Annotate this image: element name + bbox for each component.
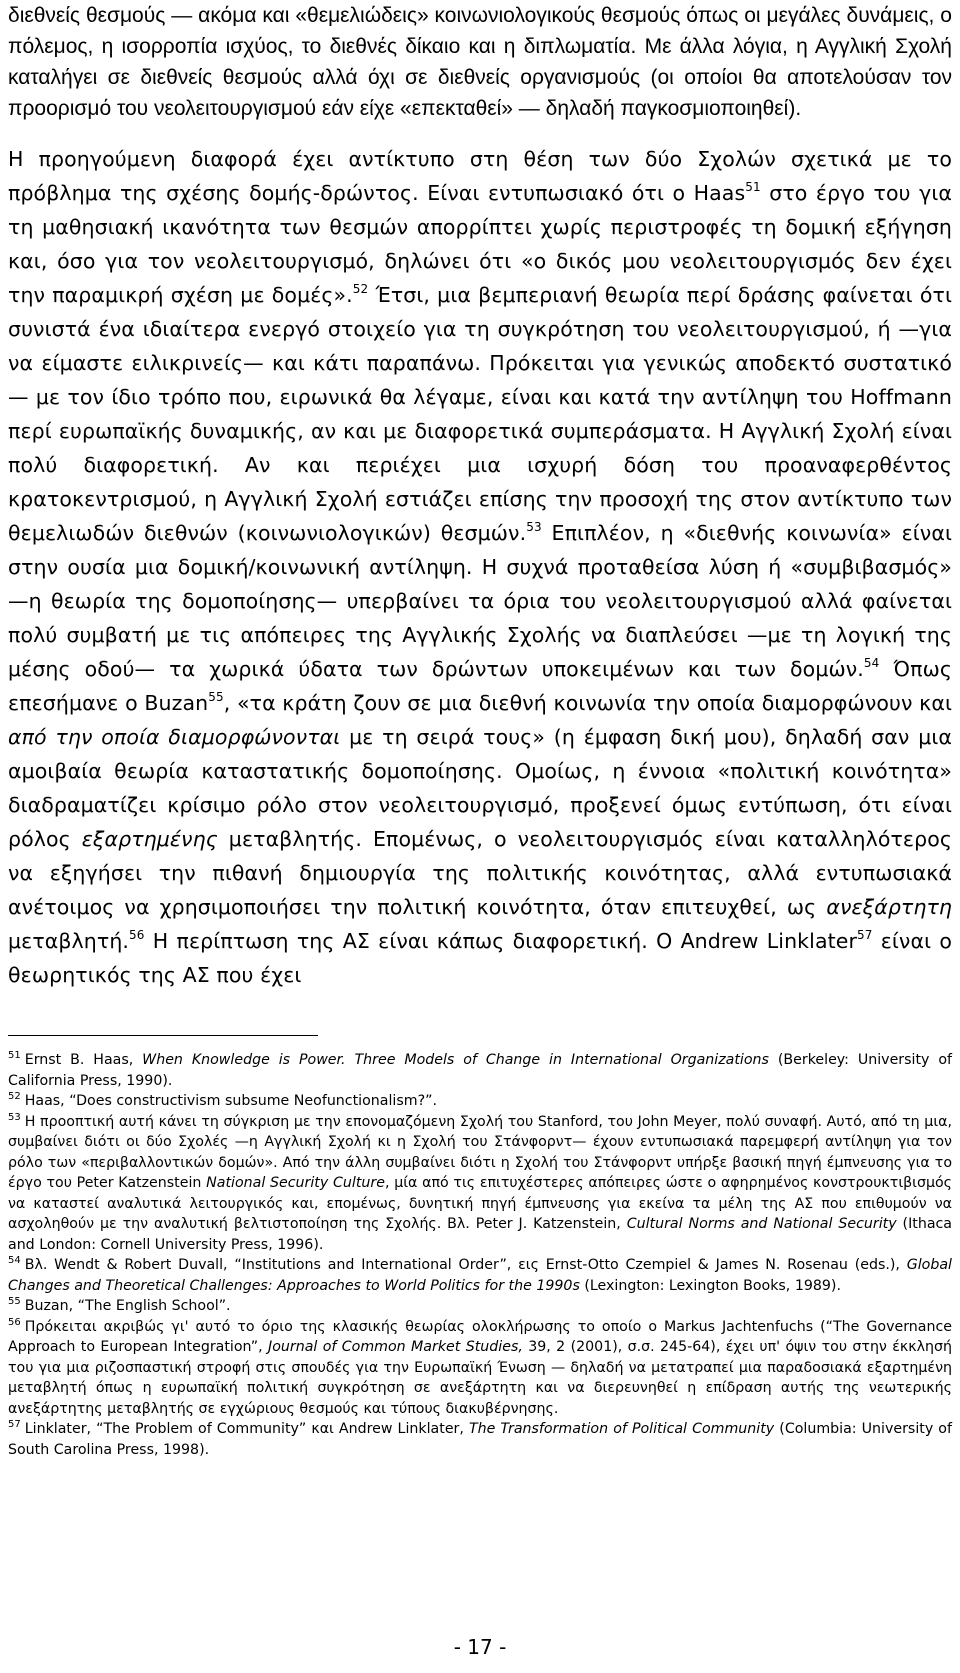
paragraph-2	[8, 142, 952, 992]
footnote-text: Ernst B. Haas,	[24, 1052, 143, 1068]
footnote-separator	[8, 1035, 318, 1036]
footnote-text: Πρόκειται ακριβώς γι' αυτό το όριο της κλασικής θεωρίας ολοκλήρωσης το οποίο ο Markus Jachtenfuchs (“The Governance Approach to European Integration”,	[8, 1318, 952, 1355]
footnote-52	[8, 1091, 952, 1112]
text-run: με τη σειρά τους» (η έμφαση δική μου), δηλαδή σαν μια αμοιβαία θεωρία καταστατικής δομοποίησης. Ομοίως, η έννοια «πολιτική κοινότητα» διαδραματίζει κρίσιμο ρόλο στον νεολειτουργισμό, προξενεί όμως εντύπωση, ότι είναι ρόλος	[8, 725, 952, 851]
text-run: μεταβλητής. Επομένως, ο νεολειτουργισμός είναι καταλληλότερος να εξηγήσει την πιθανή δημιουργία της πολιτικής κοινότητας, αλλά εντυπωσιακά ανέτοιμος να χρησιμοποιήσει την πολιτική κοινότητα, όταν επιτευχθεί, ως	[8, 827, 952, 919]
footnote-text: (Columbia: University of South Carolina Press, 1998).	[8, 1421, 952, 1458]
document-page	[8, 0, 952, 1460]
footnote-text: Linklater, “The Problem of Community” και Andrew Linklater,	[24, 1421, 469, 1437]
footnote-56	[8, 1317, 952, 1420]
footnote-title: National Security Culture	[206, 1175, 385, 1191]
emphasis-text: ανεξάρτητη	[826, 895, 952, 919]
footnote-text: Buzan, “The English School”.	[24, 1298, 231, 1314]
footnote-number: 55	[8, 1296, 21, 1307]
footnote-title: The Transformation of Political Community	[468, 1421, 775, 1437]
footnote-text: Η προοπτική αυτή κάνει τη σύγκριση με την επονομαζόμενη Σχολή του Stanford, του John Meyer, πολύ συναφή. Αυτό, από τη μια, συμβαίνει διότι οι δύο Σχολές —η Αγγλική Σχολή κι η Σχολή του Στάνφορντ— έχουν εντυπωσιακά παρεμφερή αντίληψη για τον ρόλο των «περιβαλλοντικών δομών». Από την άλλη συμβαίνει διότι η Σχολή του Στάνφορντ υπήρξε βασική πηγή έμπνευσης για το έργο του Peter Katzenstein	[8, 1113, 952, 1191]
text-run: Έτσι, μια βεμπεριανή θεωρία περί δράσης φαίνεται ότι συνιστά ένα ιδιαίτερα ενεργό στοιχείο για τη συγκρότηση του νεολειτουργισμού, ή —για να είμαστε ειλικρινείς— και κάτι παραπάνω. Πρόκειται για γενικώς αποδεκτό συστατικό — με τον ίδιο τρόπο που, ειρωνικά θα λέγαμε, είναι και κατά την αντίληψη του Hoffmann περί ευρωπαϊκής δυναμικής, αν και με διαφορετικά συμπεράσματα. Η Αγγλική Σχολή είναι πολύ διαφορετική. Αν και περιέχει μια ισχυρή δόση του προαναφερθέντος κρατοκεντρισμού, η Αγγλική Σχολή εστιάζει επίσης την προσοχή της στον αντίκτυπο των θεμελιωδών διεθνών (κοινωνιολογικών) θεσμών.	[8, 283, 952, 545]
footnote-55	[8, 1296, 952, 1317]
page-number: - 17 -	[453, 1635, 507, 1659]
text-run: στο έργο του για τη μαθησιακή ικανότητα των θεσμών απορρίπτει χωρίς περιστροφές τη δομική εξήγηση και, όσο για τον νεολειτουργισμό, δηλώνει ότι «ο δικός μου νεολειτουργισμός δεν έχει την παραμικρή σχέση με δομές».	[8, 181, 952, 307]
footnote-ref-55[interactable]: 55	[208, 690, 224, 704]
footnote-number: 52	[8, 1091, 21, 1102]
footnote-ref-54[interactable]: 54	[863, 656, 880, 670]
text-run: Η περίπτωση της ΑΣ είναι κάπως διαφορετική. Ο Andrew Linklater	[144, 929, 857, 953]
footnote-ref-53[interactable]: 53	[526, 520, 542, 534]
footnote-text: , μία από τις επιτυχέστερες απόπειρες ώστε ο αφηρημένος κονστρουκτιβισμός να καταστεί αναλυτικά λειτουργικός και, επομένως, δυνητική πηγή έμπνευσης για εκείνα τα μέλη της ΑΣ που επιθυμούν να ασχοληθούν με την αναλυτική βελτιστοποίηση της Σχολής. Βλ. Peter J. Katzenstein,	[8, 1175, 953, 1232]
footnote-57	[8, 1419, 952, 1460]
footnote-ref-56[interactable]: 56	[129, 928, 145, 942]
footnote-53	[8, 1112, 952, 1256]
footnote-title: Cultural Norms and National Security	[626, 1216, 897, 1232]
footnote-text: Haas, “Does constructivism subsume Neofunctionalism?”.	[24, 1093, 437, 1109]
footnote-number: 51	[8, 1050, 21, 1061]
footnote-54	[8, 1255, 952, 1296]
footnote-text: 39, 2 (2001), σ.σ. 245-64), έχει υπ' όψιν του στην έκκλησή του για μια ριζοσπαστική στροφή στις σπουδές για την Ευρωπαϊκή Ένωση — δηλαδή να μετατραπεί μια παραδοσιακά εξαρτημένη μεταβλητή όπως η ευρωπαϊκή πολιτική συγκρότηση σε ανεξάρτητη και να διερευνηθεί η επίδραση αυτής της νεωτερικής ανεξάρτητης μεταβλητής σε εγχώριους θεσμούς και τύπους διακυβέρνησης.	[8, 1339, 953, 1417]
footnote-ref-51[interactable]: 51	[745, 180, 761, 194]
text-run: Όπως επεσήμανε ο Buzan	[8, 657, 952, 715]
footnote-number: 53	[8, 1111, 21, 1123]
footnote-number: 56	[8, 1316, 21, 1328]
footnote-text: (Ithaca and London: Cornell University Press, 1996).	[8, 1216, 953, 1253]
text-run: Επιπλέον, η «διεθνής κοινωνία» είναι στην ουσία μια δομική/κοινωνική αντίληψη. Η συχνά προταθείσα λύση ή «συμβιβασμός» —η θεωρία της δομοποίησης— υπερβαίνει τα όρια του νεολειτουργισμού αλλά φαίνεται πολύ συμβατή με τις απόπειρες της Αγγλικής Σχολής να διαπλεύσει —με τη λογική της μέσης οδού— τα χωρικά ύδατα των δρώντων υποκειμένων και των δομών.	[8, 521, 952, 681]
text-run: είναι ο θεωρητικός της ΑΣ που έχει	[8, 929, 953, 987]
footnote-title: When Knowledge is Power. Three Models of Change in International Organizations	[142, 1052, 769, 1068]
footnote-text: Βλ. Wendt & Robert Duvall, “Institutions and International Order”, εις Ernst-Otto Czempiel & James N. Rosenau (eds.),	[24, 1257, 907, 1273]
paragraph-1: διεθνείς θεσμούς — ακόμα και «θεμελιώδεις» κοινωνιολογικούς θεσμούς όπως οι μεγάλες δυνάμεις, ο πόλεμος, η ισορροπία ισχύος, το διεθνές δίκαιο και η διπλωματία. Με άλλα λόγια, η Αγγλική Σχολή καταλήγει σε διεθνείς θεσμούς αλλά όχι σε διεθνείς οργανισμούς (οι οποίοι θα αποτελούσαν τον προορισμό του νεολειτουργισμού εάν είχε «επεκταθεί» — δηλαδή παγκοσμιοποιηθεί).	[8, 4, 952, 120]
footnote-text: (Berkeley: University of California Press, 1990).	[8, 1052, 953, 1089]
text-run: , «τα κράτη ζουν σε μια διεθνή κοινωνία την οποία διαμορφώνουν και	[223, 691, 952, 715]
footnote-number: 54	[8, 1255, 21, 1266]
footnote-ref-57[interactable]: 57	[857, 928, 873, 942]
footnote-ref-52[interactable]: 52	[352, 282, 369, 296]
footnote-number: 57	[8, 1419, 21, 1430]
emphasis-text: από την οποία διαμορφώνονται	[8, 725, 341, 749]
text-run: μεταβλητή.	[8, 929, 130, 953]
footnote-title: Journal of Common Market Studies,	[268, 1339, 523, 1355]
footnote-text: (Lexington: Lexington Books, 1989).	[579, 1277, 841, 1294]
text-run: Η προηγούμενη διαφορά έχει αντίκτυπο στη θέση των δύο Σχολών σχετικά με το πρόβλημα της σχέσης δομής-δρώντος. Είναι εντυπωσιακό ότι ο Haas	[8, 147, 952, 205]
emphasis-text: εξαρτημένης	[81, 827, 218, 851]
footnote-51	[8, 1050, 952, 1091]
footnote-title: Global Changes and Theoretical Challenges: Approaches to World Politics for the 1990s	[8, 1257, 952, 1294]
